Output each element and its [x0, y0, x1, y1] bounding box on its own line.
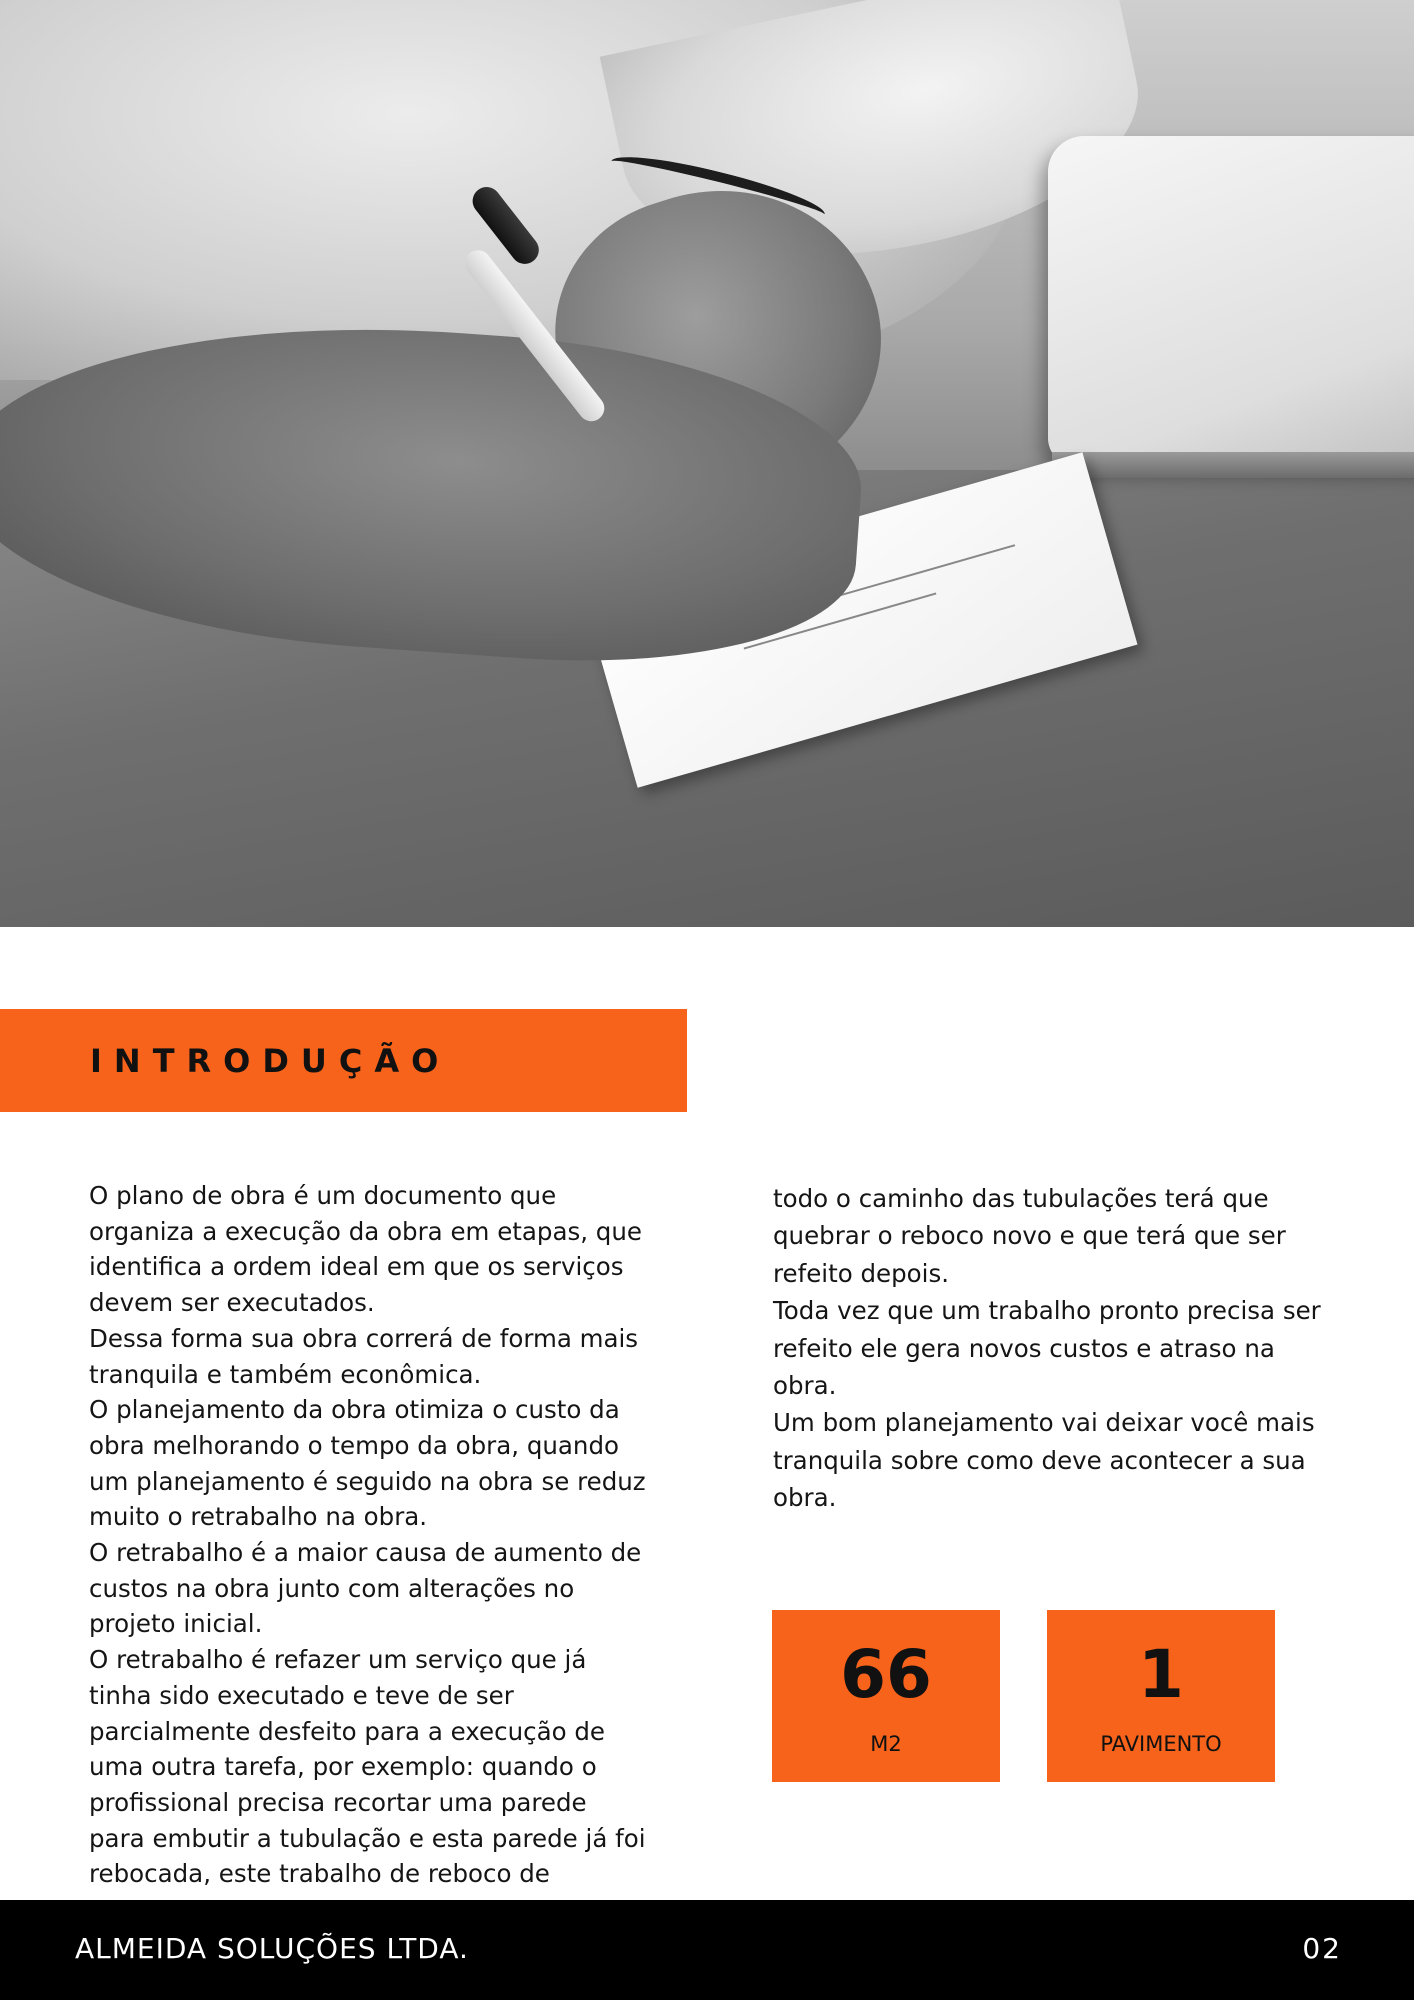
paragraph: Toda vez que um trabalho pronto precisa ser refeito ele gera novos custos e atraso na obra. [773, 1296, 1321, 1401]
hero-photo [0, 0, 1414, 927]
hero-laptop [1048, 136, 1414, 466]
stat-box-area [772, 1610, 1000, 1782]
paragraph: O planejamento da obra otimiza o custo da obra melhorando o tempo da obra, quando um planejamento é seguido na obra se reduz muito o retrabalho na obra. [89, 1395, 646, 1532]
paragraph: O plano de obra é um documento que organiza a execução da obra em etapas, que identifica a ordem ideal em que os serviços devem ser executados. [89, 1181, 642, 1318]
paragraph: todo o caminho das tubulações terá que quebrar o reboco novo e que terá que ser refeito depois. [773, 1184, 1286, 1288]
stat-box-floors [1047, 1610, 1275, 1782]
stat-unit: PAVIMENTO [1100, 1732, 1222, 1756]
stat-unit: M2 [870, 1732, 902, 1756]
body-column-left [89, 1178, 649, 1892]
footer-company-name: ALMEIDA SOLUÇÕES LTDA. [75, 1932, 469, 1965]
paragraph: Dessa forma sua obra correrá de forma mais tranquila e também econômica. [89, 1323, 639, 1389]
paragraph: Um bom planejamento vai deixar você mais tranquila sobre como deve acontecer a sua obra. [773, 1408, 1315, 1513]
section-title: INTRODUÇÃO [90, 1041, 451, 1080]
paragraph: O retrabalho é refazer um serviço que já tinha sido executado e teve de ser parcialmente desfeito para a execução de uma outra tarefa, por exemplo: quando o profissional precisa recortar uma parede para embutir a tubulação e esta parede já foi rebocada, este trabalho de reboco de [89, 1645, 646, 1889]
stat-value: 66 [840, 1636, 932, 1713]
section-title-bar [0, 1009, 687, 1112]
stat-value: 1 [1138, 1636, 1184, 1713]
page-number: 02 [1302, 1932, 1342, 1965]
hero-laptop-edge [1052, 452, 1414, 478]
footer-bar [0, 1900, 1414, 2000]
paragraph: O retrabalho é a maior causa de aumento de custos na obra junto com alterações no projeto inicial. [89, 1538, 642, 1639]
body-column-right [773, 1180, 1333, 1517]
